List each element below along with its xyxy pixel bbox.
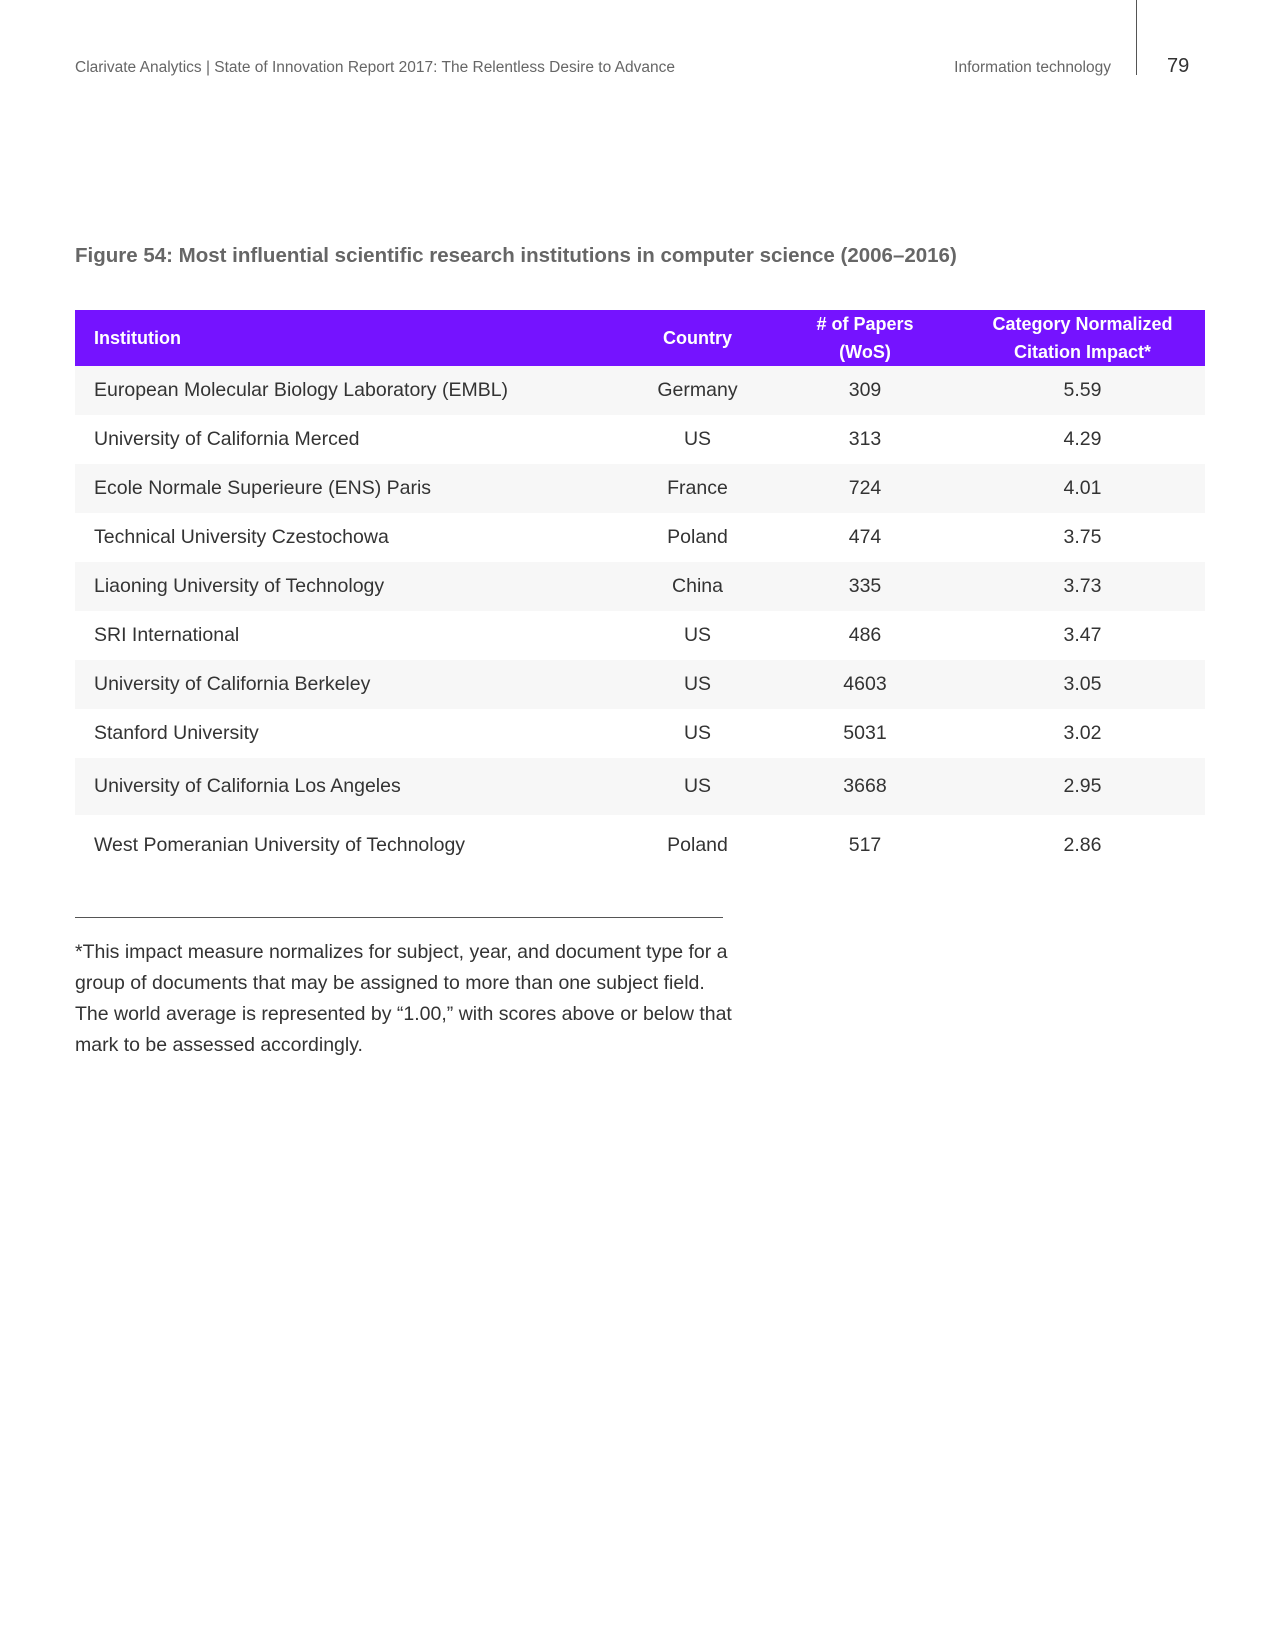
country-cell: France: [667, 477, 728, 499]
country-cell: US: [683, 722, 712, 744]
country-cell: China: [672, 575, 723, 597]
impact-cell: 4.29: [1063, 428, 1102, 450]
figure-title: Figure 54: Most influential scientific research institutions in computer science (2006–2016): [75, 244, 957, 267]
country-cell: Poland: [667, 833, 728, 856]
institutions-table: [75, 310, 1205, 875]
page-number: 79: [1167, 55, 1190, 77]
table-row: [75, 464, 1205, 513]
column-header-institution: Institution: [94, 328, 181, 348]
impact-cell: 5.59: [1063, 379, 1102, 401]
impact-cell: 2.95: [1063, 775, 1102, 797]
papers-cell: 486: [848, 624, 882, 646]
column-header-papers-line2: (WoS): [839, 342, 891, 362]
footnote: *This impact measure normalizes for subject, year, and document type for a group of documents that may be assigned to more than one subject field. The world average is represented by “1.00,” with scores above or below that mark to be assessed accordingly.: [75, 941, 732, 1056]
table-row: [75, 660, 1205, 709]
header-divider: [1136, 0, 1137, 75]
institution-cell: Stanford University: [94, 722, 259, 744]
table-header-row: [75, 310, 1205, 366]
institution-cell: Ecole Normale Superieure (ENS) Paris: [94, 477, 432, 499]
country-cell: US: [683, 673, 712, 695]
institution-cell: European Molecular Biology Laboratory (EMBL): [94, 379, 509, 401]
report-title: Clarivate Analytics | State of Innovation Report 2017: The Relentless Desire to Advance: [75, 59, 675, 76]
institution-cell: Technical University Czestochowa: [94, 526, 389, 548]
impact-cell: 2.86: [1063, 833, 1102, 856]
column-header-impact-line1: Category Normalized: [992, 314, 1173, 334]
table-row: [75, 815, 1205, 875]
impact-cell: 3.02: [1063, 722, 1102, 744]
papers-cell: 724: [848, 477, 882, 499]
papers-cell: 4603: [843, 673, 887, 695]
column-header-impact-line2: Citation Impact*: [1013, 342, 1151, 362]
impact-cell: 4.01: [1063, 477, 1102, 499]
institution-cell: SRI International: [94, 624, 240, 646]
institution-cell: Liaoning University of Technology: [94, 575, 385, 597]
table-row: [75, 758, 1205, 815]
country-cell: US: [683, 775, 712, 797]
papers-cell: 335: [848, 575, 882, 597]
impact-cell: 3.75: [1063, 526, 1102, 548]
table-row: [75, 709, 1205, 758]
papers-cell: 474: [848, 526, 882, 548]
papers-cell: 3668: [843, 775, 887, 797]
table-row: [75, 415, 1205, 464]
country-cell: Poland: [667, 526, 728, 548]
table-row: [75, 562, 1205, 611]
papers-cell: 5031: [843, 722, 887, 744]
footnote-divider: [75, 917, 723, 918]
impact-cell: 3.47: [1063, 624, 1102, 646]
institution-cell: West Pomeranian University of Technology: [94, 833, 466, 856]
impact-cell: 3.73: [1063, 575, 1102, 597]
institution-cell: University of California Merced: [94, 428, 360, 450]
papers-cell: 517: [848, 833, 882, 856]
institution-cell: University of California Berkeley: [94, 673, 371, 695]
impact-cell: 3.05: [1063, 673, 1102, 695]
table-row: [75, 366, 1205, 415]
country-cell: US: [683, 428, 712, 450]
country-cell: US: [683, 624, 712, 646]
table-row: [75, 513, 1205, 562]
country-cell: Germany: [657, 379, 738, 401]
column-header-impact: [960, 310, 1205, 366]
papers-cell: 313: [848, 428, 882, 450]
column-header-papers: [770, 310, 960, 366]
table-row: [75, 611, 1205, 660]
institution-cell: University of California Los Angeles: [94, 775, 401, 797]
section-name: Information technology: [954, 59, 1111, 76]
column-header-papers-line1: # of Papers: [816, 314, 914, 334]
papers-cell: 309: [848, 379, 882, 401]
column-header-country: Country: [663, 328, 732, 348]
